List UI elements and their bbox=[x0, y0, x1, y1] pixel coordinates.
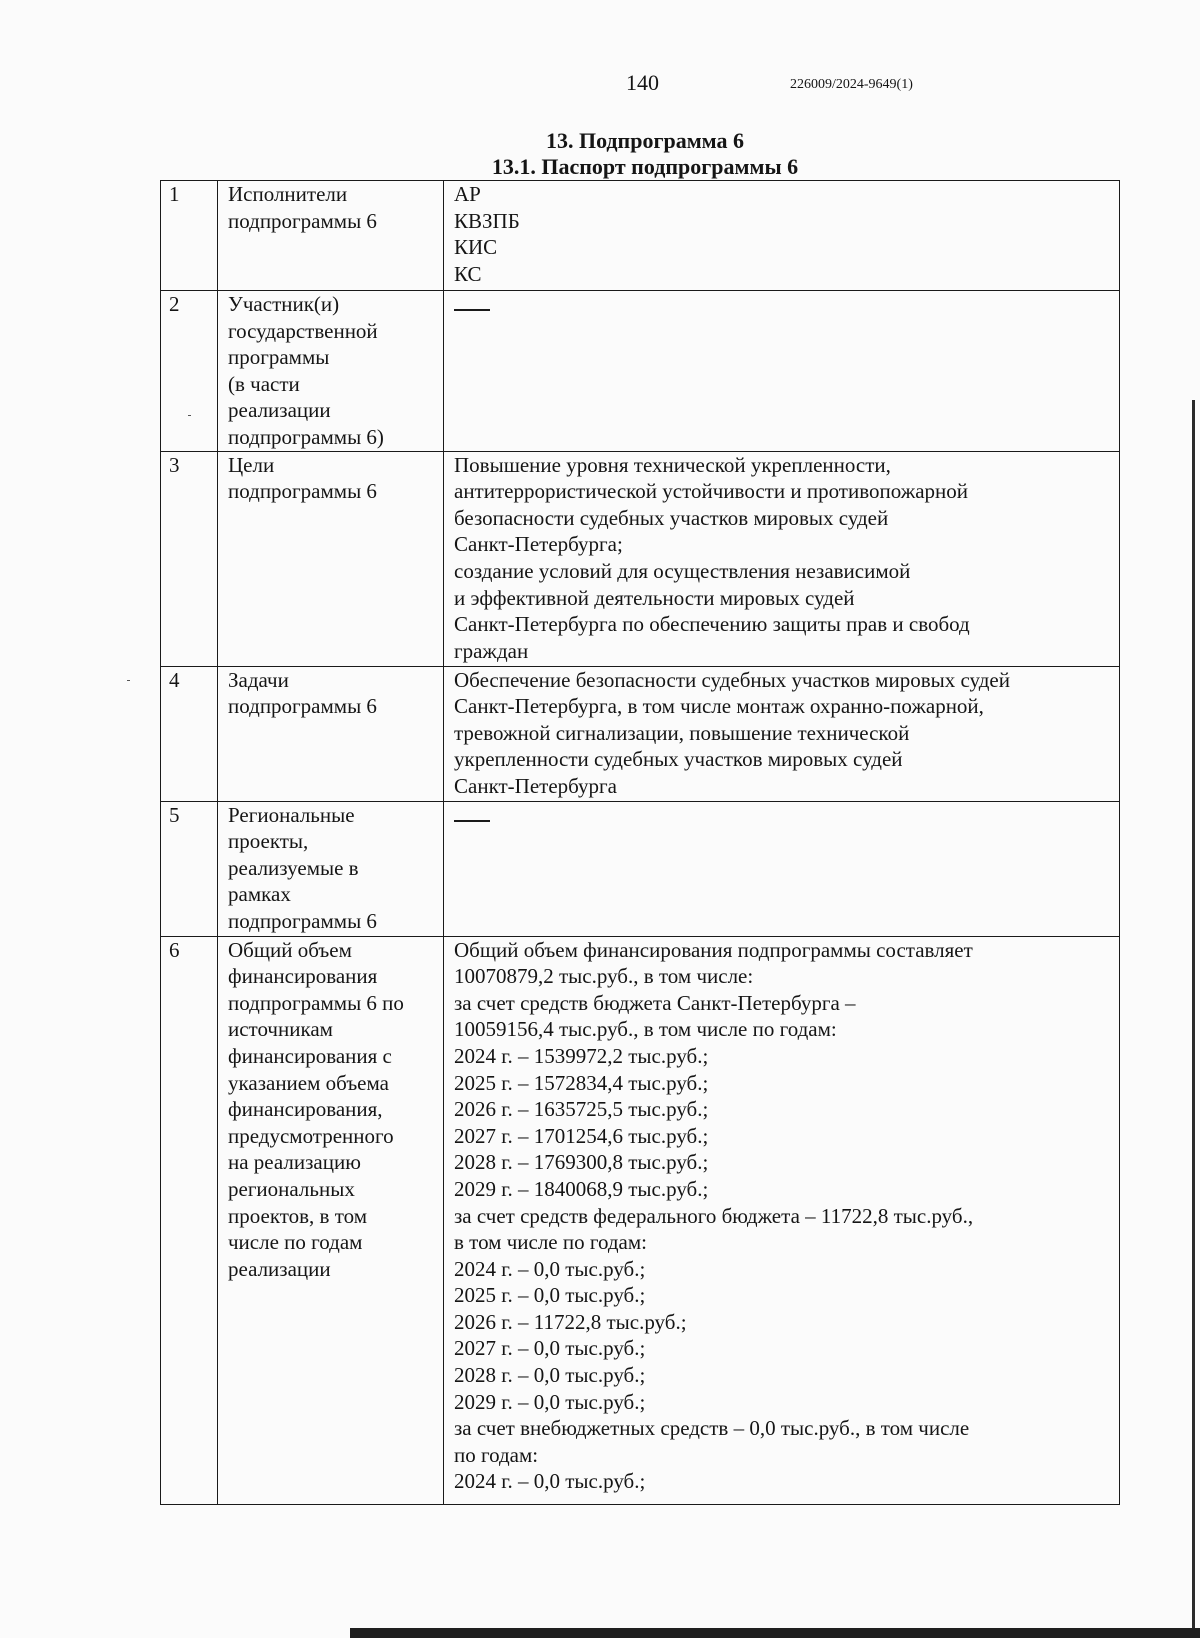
table-row bbox=[161, 801, 1120, 936]
label-line: Цели bbox=[228, 452, 275, 477]
table-row bbox=[161, 451, 1120, 666]
label-line: финансирования с bbox=[228, 1043, 392, 1068]
value-line: КС bbox=[454, 261, 482, 286]
value-line: создание условий для осуществления независимой bbox=[454, 558, 911, 583]
label-line: источникам bbox=[228, 1017, 333, 1042]
value-line: 2026 г. – 1635725,5 тыс.руб.; bbox=[454, 1097, 709, 1122]
value-line: 2024 г. – 1539972,2 тыс.руб.; bbox=[454, 1043, 709, 1068]
value-line: за счет средств федерального бюджета – 11722,8 тыс.руб., bbox=[454, 1203, 974, 1228]
value-line: Общий объем финансирования подпрограммы составляет bbox=[454, 937, 973, 962]
value-line: 2029 г. – 1840068,9 тыс.руб.; bbox=[454, 1176, 709, 1201]
value-line: 2028 г. – 0,0 тыс.руб.; bbox=[454, 1363, 646, 1388]
value-line: за счет внебюджетных средств – 0,0 тыс.руб., в том числе bbox=[454, 1416, 970, 1441]
row-value bbox=[444, 451, 1120, 666]
table-row bbox=[161, 666, 1120, 801]
section-title: 13. Подпрограмма 6 bbox=[545, 128, 745, 153]
value-line: 2026 г. – 11722,8 тыс.руб.; bbox=[454, 1309, 687, 1334]
row-number: 2 bbox=[161, 291, 218, 452]
row-label bbox=[218, 936, 444, 1504]
label-line: рамках bbox=[228, 882, 291, 907]
label-line: подпрограммы 6 bbox=[228, 694, 377, 719]
empty-dash bbox=[454, 820, 490, 822]
row-label bbox=[218, 291, 444, 452]
label-line: региональных bbox=[228, 1176, 355, 1201]
value-line: по годам: bbox=[454, 1442, 539, 1467]
page-number: 140 bbox=[626, 70, 659, 95]
scan-mark bbox=[188, 415, 191, 416]
label-line: государственной bbox=[228, 318, 378, 343]
value-line: и эффективной деятельности мировых судей bbox=[454, 585, 855, 610]
label-line: на реализацию bbox=[228, 1150, 361, 1175]
value-line: тревожной сигнализации, повышение технической bbox=[454, 720, 910, 745]
table-row bbox=[161, 291, 1120, 452]
row-number: 3 bbox=[161, 451, 218, 666]
value-line: Повышение уровня технической укрепленности, bbox=[454, 452, 891, 477]
value-line: укрепленности судебных участков мировых судей bbox=[454, 747, 903, 772]
value-line: КИС bbox=[454, 235, 498, 260]
label-line: реализации bbox=[228, 1256, 331, 1281]
label-line: подпрограммы 6 bbox=[228, 908, 377, 933]
label-line: программы bbox=[228, 345, 330, 370]
value-line: Санкт-Петербурга; bbox=[454, 532, 623, 557]
row-number: 6 bbox=[161, 936, 218, 1504]
label-line: подпрограммы 6 по bbox=[228, 990, 404, 1015]
value-line: 10070879,2 тыс.руб., в том числе: bbox=[454, 964, 754, 989]
value-line: безопасности судебных участков мировых судей bbox=[454, 505, 889, 530]
label-line: проекты, bbox=[228, 829, 309, 854]
label-line: числе по годам bbox=[228, 1230, 363, 1255]
document-id: 226009/2024-9649(1) bbox=[790, 77, 913, 92]
value-line: антитеррористической устойчивости и противопожарной bbox=[454, 479, 968, 504]
value-line: в том числе по годам: bbox=[454, 1230, 647, 1255]
row-label bbox=[218, 181, 444, 291]
value-line: КВЗПБ bbox=[454, 208, 520, 233]
row-label bbox=[218, 451, 444, 666]
label-line: Общий объем bbox=[228, 937, 352, 962]
value-line: 2024 г. – 0,0 тыс.руб.; bbox=[454, 1469, 646, 1494]
label-line: Региональные bbox=[228, 802, 355, 827]
table-row bbox=[161, 936, 1120, 1504]
label-line: подпрограммы 6 bbox=[228, 479, 377, 504]
label-line: (в части bbox=[228, 371, 300, 396]
value-line: 2027 г. – 0,0 тыс.руб.; bbox=[454, 1336, 646, 1361]
passport-table bbox=[160, 180, 1120, 1505]
value-line: за счет средств бюджета Санкт-Петербурга – bbox=[454, 990, 856, 1015]
label-line: подпрограммы 6) bbox=[228, 424, 384, 449]
value-line: Санкт-Петербурга, в том числе монтаж охранно-пожарной, bbox=[454, 694, 984, 719]
table-row bbox=[161, 181, 1120, 291]
row-number: 4 bbox=[161, 666, 218, 801]
value-line: АР bbox=[454, 182, 481, 206]
row-value bbox=[444, 181, 1120, 291]
value-line: 2025 г. – 0,0 тыс.руб.; bbox=[454, 1283, 646, 1308]
label-line: проектов, в том bbox=[228, 1203, 368, 1228]
value-line: граждан bbox=[454, 638, 529, 663]
empty-dash bbox=[454, 309, 490, 311]
row-value bbox=[444, 936, 1120, 1504]
value-line: 2028 г. – 1769300,8 тыс.руб.; bbox=[454, 1150, 709, 1175]
scan-edge-right bbox=[1192, 400, 1195, 1630]
row-number: 5 bbox=[161, 801, 218, 936]
row-label bbox=[218, 801, 444, 936]
label-line: финансирования, bbox=[228, 1097, 383, 1122]
label-line: Исполнители bbox=[228, 182, 348, 206]
scan-mark bbox=[127, 680, 130, 681]
label-line: реализации bbox=[228, 398, 331, 423]
value-line: 2024 г. – 0,0 тыс.руб.; bbox=[454, 1256, 646, 1281]
value-line: 10059156,4 тыс.руб., в том числе по годам: bbox=[454, 1017, 837, 1042]
label-line: предусмотренного bbox=[228, 1123, 394, 1148]
value-line: 2027 г. – 1701254,6 тыс.руб.; bbox=[454, 1123, 709, 1148]
row-value bbox=[444, 801, 1120, 936]
value-line: 2025 г. – 1572834,4 тыс.руб.; bbox=[454, 1070, 709, 1095]
value-line: Санкт-Петербурга bbox=[454, 773, 617, 798]
scan-edge-bottom bbox=[350, 1628, 1200, 1638]
value-line: Санкт-Петербурга по обеспечению защиты прав и свобод bbox=[454, 612, 970, 637]
label-line: указанием объема bbox=[228, 1070, 389, 1095]
label-line: реализуемые в bbox=[228, 855, 359, 880]
value-line: Обеспечение безопасности судебных участков мировых судей bbox=[454, 667, 1010, 692]
row-value bbox=[444, 666, 1120, 801]
row-value bbox=[444, 291, 1120, 452]
label-line: финансирования bbox=[228, 964, 378, 989]
section-subtitle: 13.1. Паспорт подпрограммы 6 bbox=[491, 154, 799, 179]
row-number: 1 bbox=[161, 181, 218, 291]
row-label bbox=[218, 666, 444, 801]
label-line: Задачи bbox=[228, 667, 289, 692]
label-line: Участник(и) bbox=[228, 292, 340, 316]
value-line: 2029 г. – 0,0 тыс.руб.; bbox=[454, 1389, 646, 1414]
label-line: подпрограммы 6 bbox=[228, 208, 377, 233]
